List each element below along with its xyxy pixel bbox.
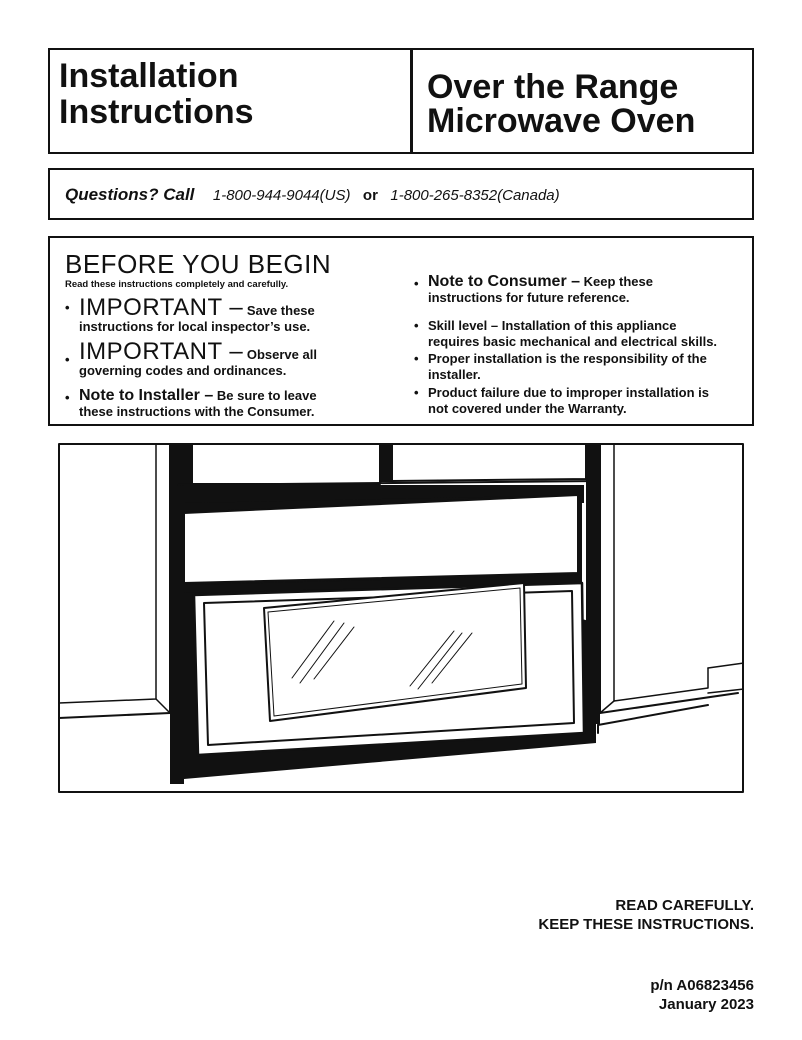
before-you-begin-subheading: Read these instructions completely and carefully. (65, 279, 289, 290)
part-number-block (650, 976, 754, 1014)
list-item (414, 385, 748, 417)
list-item (414, 318, 748, 350)
item-line2: requires basic mechanical and electrical skills. (428, 334, 718, 349)
product-title-line1: Over the Range (427, 68, 679, 106)
publication-date: January 2023 (658, 996, 754, 1013)
title-box (48, 48, 754, 154)
questions-box (48, 168, 754, 220)
document-title-line1: Installation (59, 57, 239, 95)
bullet-icon: • (414, 385, 419, 400)
read-carefully-line1: READ CAREFULLY. (615, 897, 754, 914)
document-title (59, 58, 254, 130)
canada-phone: 1-800-265-8352(Canada) (390, 187, 560, 204)
bullet-icon: • (414, 351, 419, 366)
or-text: or (362, 187, 378, 204)
item-cont: instructions for future reference. (428, 290, 630, 305)
bullet-icon: • (414, 318, 419, 333)
before-you-begin-heading: BEFORE YOU BEGIN (65, 249, 332, 279)
product-title-line2: Microwave Oven (427, 102, 696, 140)
right-cabinet (586, 444, 744, 733)
item-lead: IMPORTANT – (79, 338, 244, 365)
item-cont: governing codes and ordinances. (79, 363, 287, 378)
read-carefully-line2: KEEP THESE INSTRUCTIONS. (538, 916, 754, 933)
questions-line (65, 185, 560, 205)
title-divider (410, 50, 413, 152)
microwave-illustration (58, 443, 744, 793)
item-line2: installer. (428, 367, 481, 382)
bullet-icon: • (65, 352, 70, 367)
item-text: Be sure to leave (216, 388, 317, 403)
bullet-icon: • (65, 300, 70, 315)
item-cont: these instructions with the Consumer. (79, 404, 315, 419)
bullet-icon: • (65, 390, 70, 405)
list-item (65, 338, 379, 379)
list-item (414, 351, 748, 383)
microwave-body (184, 495, 596, 779)
list-item (65, 294, 379, 335)
item-text: Save these (246, 303, 315, 318)
item-line1: Skill level – Installation of this appliance (428, 318, 677, 333)
questions-label: Questions? Call (65, 185, 195, 204)
item-cont: instructions for local inspector’s use. (79, 319, 311, 334)
list-item (414, 273, 738, 306)
item-line1: Product failure due to improper installation is (428, 385, 709, 400)
read-carefully-notice (538, 896, 754, 934)
item-lead: Note to Consumer – (428, 273, 581, 290)
part-number: p/n A06823456 (650, 977, 754, 994)
list-item (65, 387, 379, 420)
item-lead: IMPORTANT – (79, 294, 244, 321)
item-line1: Proper installation is the responsibility of the (428, 351, 707, 366)
upper-cabinets (178, 444, 598, 503)
item-text: Keep these (583, 274, 654, 289)
before-you-begin-box (48, 236, 754, 426)
product-title (427, 70, 695, 138)
item-text: Observe all (246, 347, 317, 362)
item-line2: not covered under the Warranty. (428, 401, 627, 416)
item-lead: Note to Installer – (79, 387, 214, 404)
us-phone: 1-800-944-9044(US) (212, 187, 351, 204)
document-title-line2: Instructions (59, 93, 254, 131)
bullet-icon: • (414, 276, 419, 291)
left-cabinet (59, 444, 184, 784)
